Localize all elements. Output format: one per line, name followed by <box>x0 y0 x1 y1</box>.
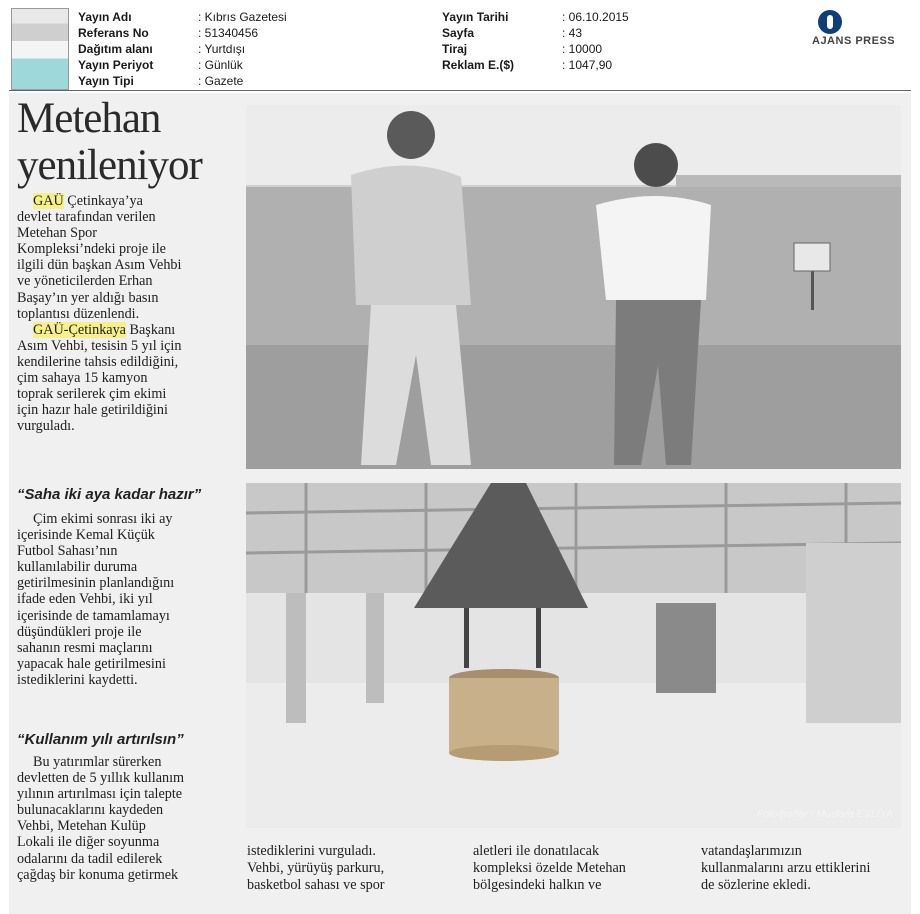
clipping-metadata-header <box>0 0 920 90</box>
meta-key: Yayın Periyot <box>78 58 154 72</box>
article-paragraph-usage <box>17 754 242 883</box>
text-line <box>17 418 242 434</box>
text-fragment: Kompleksi’ndeki proje ile <box>17 241 166 258</box>
ajans-press-logo <box>812 10 912 50</box>
text-line <box>17 370 242 386</box>
meta-value: : 10000 <box>562 42 603 56</box>
text-line: istediklerini kaydetti. <box>17 671 138 688</box>
bottom-column-1 <box>247 843 385 894</box>
field-scene-illustration <box>246 105 901 469</box>
text-line: basketbol sahası ve spor <box>247 877 385 893</box>
metadata-left <box>78 9 438 89</box>
logo-icon <box>818 10 842 34</box>
interior-scene-illustration <box>246 483 901 828</box>
text-fragment: ve yöneticilerden Erhan <box>17 273 153 290</box>
text-line <box>17 257 242 273</box>
text-line: bulunacaklarını kaydeden <box>17 802 164 819</box>
page-thumbnail[interactable] <box>11 8 69 90</box>
photo-clubhouse-interior <box>246 483 901 828</box>
text-line <box>17 225 242 241</box>
meta-value: : Yurtdışı <box>198 42 246 56</box>
text-line <box>17 338 242 354</box>
meta-value: : Kıbrıs Gazetesi <box>198 10 287 24</box>
text-line: Lokali ile diğer soyunma <box>17 834 160 851</box>
logo-text: AJANS PRESS <box>812 35 896 47</box>
meta-value: : Gazete <box>198 74 244 88</box>
text-line <box>17 241 242 257</box>
text-line: kompleksi özelde Metehan <box>473 860 626 876</box>
text-line <box>17 193 242 209</box>
highlighted-term: GAÜ-Çetinkaya <box>33 321 126 338</box>
text-line: yapacak hale getirilmesini <box>17 655 166 672</box>
photo-credit: Fotoğraflar / Mustafa EVLİYA <box>757 808 893 820</box>
text-line <box>17 209 242 225</box>
meta-value: : 1047,90 <box>562 58 613 72</box>
text-line: Vehbi, Metehan Kulüp <box>17 818 146 835</box>
text-line: Çim ekimi sonrası iki ay <box>33 511 173 527</box>
text-line: Futbol Sahası’nın <box>17 543 118 560</box>
text-line <box>17 386 242 402</box>
subheading: “Kullanım yılı artırılsın” <box>17 731 184 748</box>
article-headline <box>17 95 237 189</box>
text-line: sahanın resmi maçlarını <box>17 639 153 656</box>
highlighted-term: GAÜ <box>33 193 64 209</box>
meta-key: Sayfa <box>442 26 475 40</box>
text-line: içerisinde de tamamlamayı <box>17 607 170 624</box>
meta-value: : 43 <box>562 26 583 40</box>
meta-key: Dağıtım alanı <box>78 42 153 56</box>
header-divider <box>9 90 911 91</box>
headline-line: Metehan <box>17 95 161 142</box>
text-fragment: Metehan Spor <box>17 225 97 242</box>
text-line: bölgesindeki halkın ve <box>473 877 602 893</box>
text-line: de sözlerine ekledi. <box>701 877 811 893</box>
meta-row-period <box>78 57 438 73</box>
meta-key: Referans No <box>78 26 149 40</box>
text-fragment: vurguladı. <box>17 418 75 435</box>
text-line: içerisinde Kemal Küçük <box>17 527 155 544</box>
meta-value: : 06.10.2015 <box>562 10 629 24</box>
meta-value: : 51340456 <box>198 26 259 40</box>
text-fragment: devlet tarafından verilen <box>17 209 156 226</box>
newspaper-clipping <box>9 93 911 914</box>
text-line: çağdaş bir konuma getirmek <box>17 866 179 883</box>
text-fragment: toprak serilerek çim ekimi <box>17 386 167 403</box>
text-fragment: Çetinkaya’ya <box>63 193 143 209</box>
meta-key: Yayın Tipi <box>78 74 134 88</box>
text-line: odalarını da tadil edilerek <box>17 850 163 867</box>
meta-row-publication <box>78 9 438 25</box>
text-fragment: Başay’ın yer aldığı basın <box>17 289 159 306</box>
metadata-right <box>442 9 702 89</box>
text-fragment: kendilerine tahsis edildiğini, <box>17 353 179 370</box>
article-paragraph-intro <box>17 193 242 434</box>
text-line <box>17 290 242 306</box>
text-line: devletten de 5 yıllık kullanım <box>17 770 185 787</box>
text-fragment: Asım Vehbi, tesisin 5 yıl için <box>17 337 182 354</box>
meta-row-type <box>78 73 438 89</box>
text-line: kullanmalarını arzu ettiklerini <box>701 860 871 876</box>
text-line: yılının artırılması için talepte <box>17 786 183 803</box>
text-fragment: Başkanı <box>125 321 176 338</box>
meta-value: : Günlük <box>198 58 243 72</box>
text-line <box>17 402 242 418</box>
text-line: ifade eden Vehbi, iki yıl <box>17 591 153 608</box>
bottom-column-3 <box>701 843 870 894</box>
meta-key: Tiraj <box>442 42 468 56</box>
meta-row-reference <box>78 25 438 41</box>
text-fragment: çim sahaya 15 kamyon <box>17 370 148 387</box>
meta-row-date <box>442 9 702 25</box>
meta-key: Yayın Tarihi <box>442 10 509 24</box>
text-line: Vehbi, yürüyüş parkuru, <box>247 860 385 876</box>
headline-line: yenileniyor <box>17 142 202 189</box>
text-line <box>17 322 242 338</box>
text-line: kullanılabilir duruma <box>17 559 138 576</box>
text-fragment: ilgili dün başkan Asım Vehbi <box>17 257 182 274</box>
text-line: düşündükleri proje ile <box>17 623 142 640</box>
meta-row-distribution <box>78 41 438 57</box>
text-fragment: toplantısı düzenlendi. <box>17 305 140 322</box>
article-paragraph-pitch <box>17 511 242 688</box>
text-line <box>17 273 242 289</box>
text-line: Bu yatırımlar sürerken <box>33 754 162 770</box>
subheading: “Saha iki aya kadar hazır” <box>17 486 202 503</box>
text-line: vatandaşlarımızın <box>701 843 802 859</box>
meta-key: Yayın Adı <box>78 10 132 24</box>
text-line <box>17 306 242 322</box>
text-fragment: için hazır hale getirildiğini <box>17 402 168 419</box>
bottom-column-2 <box>473 843 626 894</box>
meta-key: Reklam E.($) <box>442 58 515 72</box>
meta-row-ad-equivalent <box>442 57 702 73</box>
text-line: getirilmesinin planlandığını <box>17 575 175 592</box>
text-line: aletleri ile donatılacak <box>473 843 600 859</box>
photo-officials-on-field <box>246 105 901 469</box>
meta-row-page <box>442 25 702 41</box>
meta-row-circulation <box>442 41 702 57</box>
text-line: istediklerini vurguladı. <box>247 843 376 859</box>
text-line <box>17 354 242 370</box>
